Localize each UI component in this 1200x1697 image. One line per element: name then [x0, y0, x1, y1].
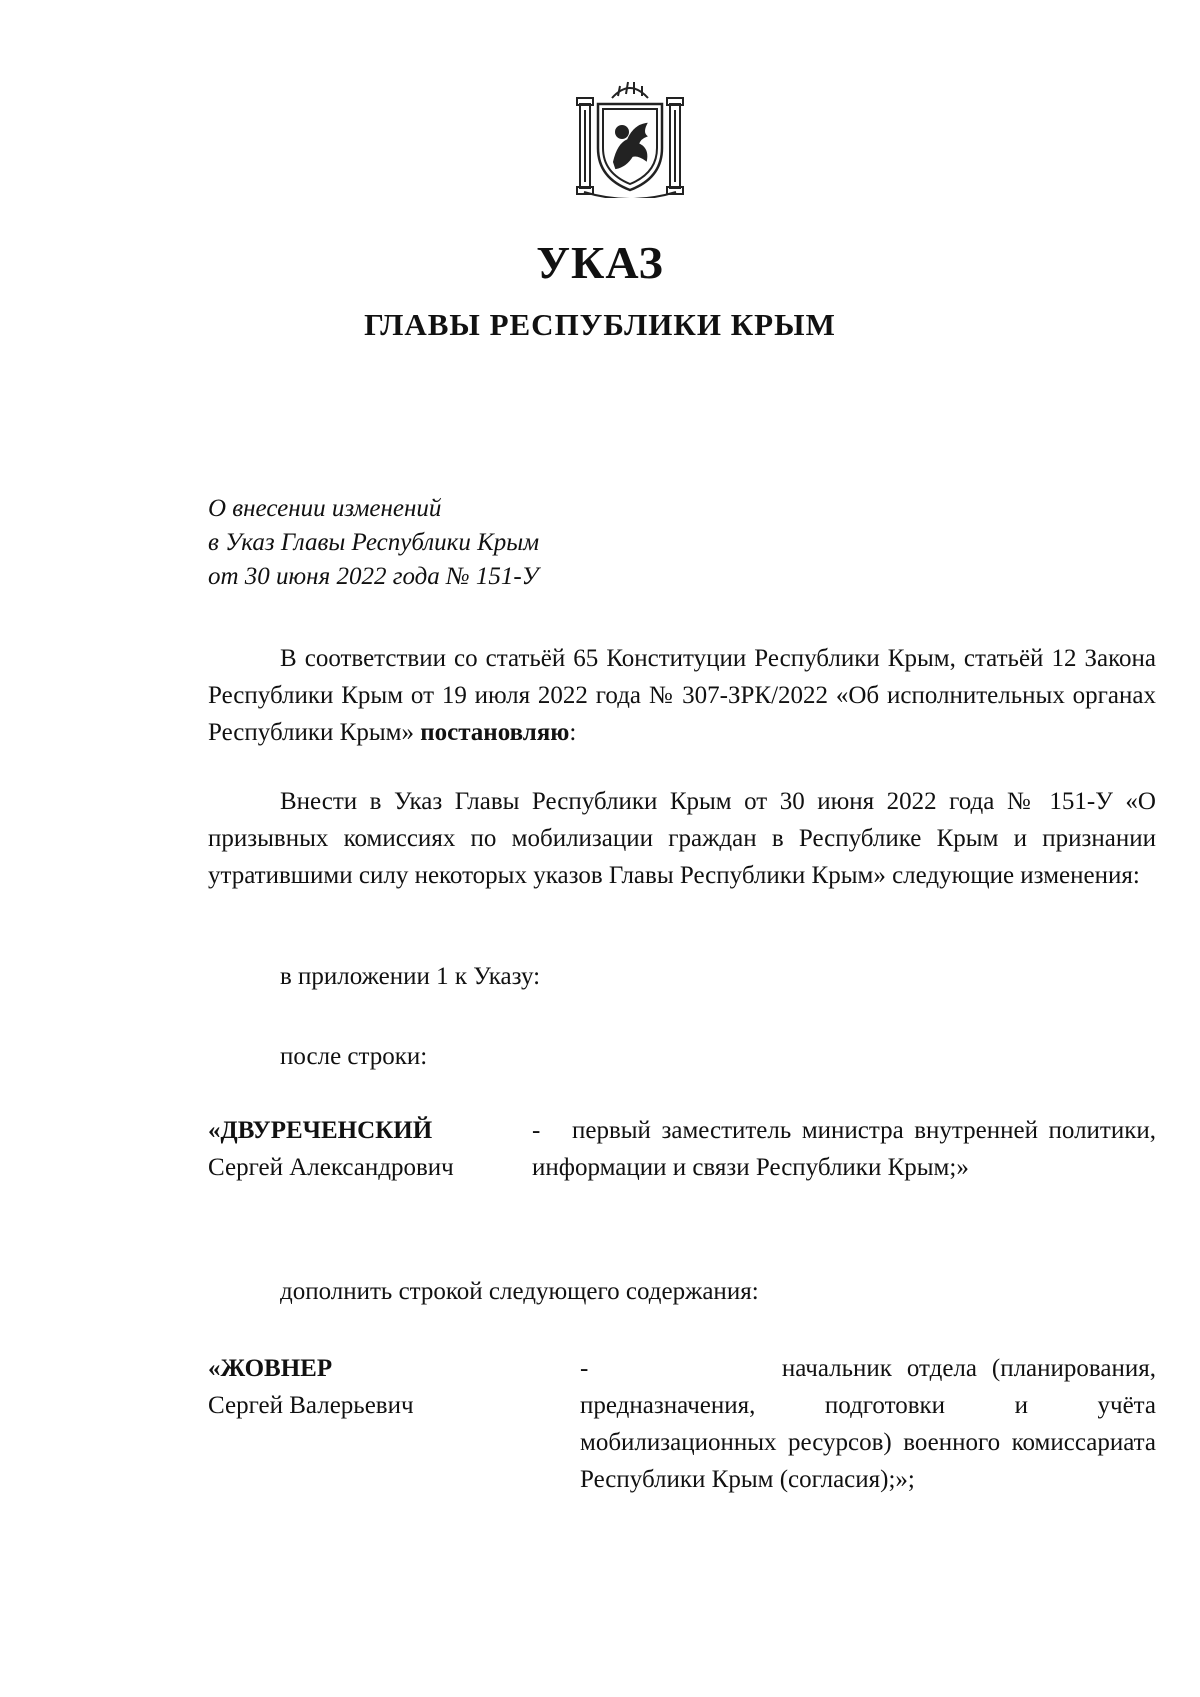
- directive-paragraph: Внести в Указ Главы Республики Крым от 30 июня 2022 года № 151-У «О призывных комиссиях по мобилизации граждан в Республике Крым и признании утратившими силу некоторых указов Главы Республики Крым» следующие изменения:: [208, 788, 1156, 889]
- entry-dash: -: [532, 1117, 541, 1144]
- entry-position-text: первый заместитель министра внутренней политики, информации и связи Республики Крым;»: [532, 1117, 1157, 1181]
- preamble-paragraph: [208, 640, 1156, 751]
- entry-surname: «ДВУРЕЧЕНСКИЙ: [208, 1117, 433, 1144]
- entry-position-text: начальник отдела (планирования, предназначения, подготовки и учёта мобилизационных ресурсов) военного комиссариата Республики Крым (согласия);»;: [580, 1355, 1156, 1493]
- subject-line: от 30 июня 2022 года № 151-У: [208, 563, 539, 590]
- appendix-line: в приложении 1 к Указу:: [280, 963, 541, 990]
- entry-given-names: Сергей Валерьевич: [208, 1392, 414, 1419]
- entry-name: [208, 1112, 454, 1186]
- subject-line: в Указ Главы Республики Крым: [208, 529, 540, 556]
- crimea-coat-of-arms-icon: [574, 74, 686, 198]
- subject-line: О внесении изменений: [208, 495, 442, 522]
- after-line: после строки:: [280, 1043, 428, 1070]
- document-title: УКАЗ: [536, 237, 664, 288]
- entry-dash: -: [580, 1355, 589, 1382]
- entry-surname: «ЖОВНЕР: [208, 1355, 333, 1382]
- entry-name: [208, 1350, 414, 1424]
- entry-position: [532, 1112, 1156, 1186]
- preamble-end: :: [569, 719, 577, 746]
- supplement-line: дополнить строкой следующего содержания:: [280, 1278, 759, 1305]
- preamble-text: В соответствии со статьёй 65 Конституции Республики Крым, статьёй 12 Закона Республики Крым от 19 июля 2022 года № 307-ЗРК/2022 «Об исполнительных органах Республики Крым»: [208, 645, 1156, 746]
- decree-subject: [208, 492, 539, 594]
- entry-position: [580, 1350, 1156, 1498]
- decree-word: постановляю: [420, 719, 570, 746]
- entry-given-names: Сергей Александрович: [208, 1154, 454, 1181]
- document-subtitle: ГЛАВЫ РЕСПУБЛИКИ КРЫМ: [364, 307, 836, 342]
